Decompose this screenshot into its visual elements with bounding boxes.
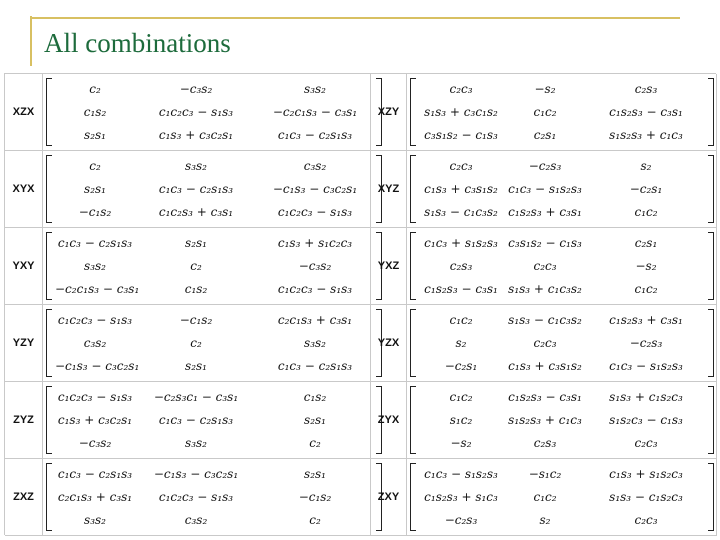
- rotation-matrix-cell: [407, 74, 717, 151]
- rotation-matrix: [410, 155, 714, 223]
- right-bracket: [708, 155, 714, 223]
- rotation-matrix: [410, 386, 714, 454]
- matrix-entry: c₁c₃ − c₂s₁s₃: [277, 127, 353, 142]
- right-bracket: [708, 309, 714, 377]
- matrix-entry: s₁s₂s₃ + c₁c₃: [609, 127, 683, 142]
- matrix-entry: c₁c₂: [533, 104, 557, 119]
- matrix-row: [55, 127, 373, 143]
- matrix-entry: −c₃s₂: [179, 82, 213, 97]
- right-bracket: [708, 78, 714, 146]
- matrix-entry: c₁s₂s₃ − c₃s₁: [424, 281, 498, 296]
- matrix-entry: c₂c₃: [449, 82, 473, 97]
- rotation-order-label: ZXZ: [5, 459, 43, 536]
- matrix-row: [419, 512, 705, 528]
- rotation-matrix: [46, 386, 382, 454]
- rotation-matrix-cell: [43, 305, 371, 382]
- matrix-entry: −s₂: [450, 435, 472, 450]
- matrix-entry: c₁s₃ + c₃c₂s₁: [158, 127, 234, 142]
- matrix-row: [55, 512, 373, 528]
- matrix-entry: c₁s₃ + c₃s₁s₂: [424, 181, 498, 196]
- matrix-entry: −c₂s₁: [629, 181, 663, 196]
- matrix-entry: c₂s₃: [634, 82, 658, 97]
- matrix-entry: c₂c₃: [634, 512, 658, 527]
- matrix-entry: c₂: [89, 159, 101, 174]
- rotation-order-label: XYZ: [371, 151, 407, 228]
- matrix-row: [55, 412, 373, 428]
- matrix-row: [55, 358, 373, 374]
- rotation-matrix-cell: [43, 228, 371, 305]
- matrix-row: [419, 412, 705, 428]
- rotation-matrix: [46, 309, 382, 377]
- rotation-matrix-cell: [43, 382, 371, 459]
- rotation-matrix: [410, 463, 714, 531]
- matrix-entry: −c₂c₁s₃ − c₃s₁: [55, 281, 140, 296]
- matrix-entry: c₁s₃ + s₁s₂c₃: [609, 467, 683, 482]
- matrix-entry: s₁c₂: [449, 412, 473, 427]
- matrix-row: [55, 181, 373, 197]
- rotation-order-label: YZY: [5, 305, 43, 382]
- matrix-entry: −c₃s₂: [298, 258, 332, 273]
- matrix-row: [55, 389, 373, 405]
- matrix-row: [55, 204, 373, 220]
- matrix-entry: c₁s₂s₃ + c₃s₁: [508, 204, 582, 219]
- title-accent-vertical: [30, 16, 32, 66]
- matrix-entry: s₁s₃ − c₁s₂c₃: [609, 489, 683, 504]
- matrix-row: [419, 335, 705, 351]
- matrix-entry: c₃s₁s₂ − c₁s₃: [508, 236, 582, 251]
- matrix-entry: s₁s₂c₃ − c₁s₃: [609, 412, 683, 427]
- matrix-entry: s₂: [640, 159, 652, 174]
- matrix-entry: s₂: [455, 335, 467, 350]
- matrix-row: [419, 104, 705, 120]
- matrix-entry: s₂s₁: [304, 467, 326, 482]
- rotation-order-label: XZY: [371, 74, 407, 151]
- matrix-entry: −c₂s₃c₁ − c₃s₁: [153, 390, 239, 405]
- matrix-entry: c₁c₃ − c₂s₁s₃: [57, 236, 133, 251]
- matrix-row: [419, 281, 705, 297]
- matrix-row: [419, 127, 705, 143]
- matrix-entry: −s₂: [534, 82, 556, 97]
- matrix-row: [55, 435, 373, 451]
- matrix-entry: −c₃s₂: [78, 435, 112, 450]
- matrix-entry: c₁c₂c₃ − s₁s₃: [57, 390, 133, 405]
- matrix-entry: c₁c₃ − c₂s₁s₃: [57, 467, 133, 482]
- matrix-entry: c₁c₂c₃ − s₁s₃: [57, 313, 133, 328]
- matrix-entry: −c₂c₁s₃ − c₃s₁: [272, 104, 358, 119]
- matrix-row: [419, 312, 705, 328]
- matrix-entry: c₁c₂: [634, 281, 658, 296]
- matrix-entry: c₁s₂s₃ + s₁c₃: [424, 489, 498, 504]
- matrix-entry: c₁c₃ − c₂s₁s₃: [277, 358, 353, 373]
- matrix-entry: c₂: [190, 335, 202, 350]
- rotation-order-label: ZXY: [371, 459, 407, 536]
- matrix-entry: c₁c₂c₃ − s₁s₃: [277, 204, 353, 219]
- matrix-entry: c₁c₂: [449, 390, 473, 405]
- matrix-entry: c₂c₁s₃ + c₃s₁: [57, 489, 133, 504]
- rotation-order-label: YXZ: [371, 228, 407, 305]
- matrix-entry: c₁c₂c₃ − s₁s₃: [158, 489, 234, 504]
- rotation-matrix-cell: [407, 228, 717, 305]
- rotation-order-label: XYX: [5, 151, 43, 228]
- matrix-entry: s₃s₂: [185, 435, 207, 450]
- matrix-entry: c₂c₁s₃ + c₃s₁: [277, 313, 353, 328]
- matrix-entry: c₁c₂: [449, 313, 473, 328]
- matrix-entry: −s₂: [635, 258, 657, 273]
- rotation-matrix: [46, 78, 382, 146]
- rotation-matrix-cell: [43, 74, 371, 151]
- matrix-entry: c₁c₃ − s₁s₂s₃: [609, 358, 683, 373]
- matrix-entry: s₃s₂: [84, 258, 106, 273]
- matrix-entry: c₂s₁: [634, 236, 658, 251]
- matrix-row: [419, 258, 705, 274]
- matrix-entry: s₂s₁: [84, 181, 106, 196]
- matrix-entry: c₁s₂: [83, 104, 107, 119]
- matrix-entry: c₂s₃: [533, 435, 557, 450]
- matrix-entry: −c₁s₃ − c₃c₂s₁: [272, 181, 358, 196]
- matrix-entry: c₁s₂: [303, 390, 327, 405]
- right-bracket: [708, 386, 714, 454]
- rotation-order-label: YXY: [5, 228, 43, 305]
- matrix-entry: c₃s₂: [184, 512, 208, 527]
- matrix-entry: s₁s₃ − c₁c₃s₂: [508, 313, 582, 328]
- matrix-entry: c₁c₂: [634, 204, 658, 219]
- matrix-entry: s₁s₃ + c₃c₁s₂: [424, 104, 498, 119]
- matrix-row: [55, 335, 373, 351]
- matrix-row: [55, 104, 373, 120]
- matrix-entry: c₁s₂: [184, 281, 208, 296]
- rotation-matrix: [46, 155, 382, 223]
- title-accent-horizontal: [30, 17, 680, 19]
- rotation-order-label: XZX: [5, 74, 43, 151]
- rotation-matrix: [410, 309, 714, 377]
- matrix-entry: c₂c₃: [634, 435, 658, 450]
- matrix-entry: c₃s₂: [83, 335, 107, 350]
- matrix-entry: c₁c₂s₃ + c₃s₁: [158, 204, 234, 219]
- rotation-matrix-cell: [43, 151, 371, 228]
- matrix-entry: c₁s₂s₃ − c₃s₁: [609, 104, 683, 119]
- matrix-entry: s₁s₃ + c₁c₃s₂: [508, 281, 582, 296]
- matrix-entry: s₃s₂: [304, 82, 326, 97]
- matrix-entry: s₂s₁: [304, 412, 326, 427]
- matrix-entry: c₁c₃ − c₂s₁s₃: [158, 181, 234, 196]
- matrix-entry: s₁s₃ − c₁c₃s₂: [424, 204, 498, 219]
- matrix-entry: c₁c₃ + s₁s₂s₃: [424, 236, 498, 251]
- matrix-entry: s₁s₂s₃ + c₁c₃: [508, 412, 582, 427]
- rotation-matrix: [410, 232, 714, 300]
- matrix-entry: c₂: [89, 82, 101, 97]
- matrix-entry: s₂s₁: [185, 236, 207, 251]
- matrix-entry: c₁s₂s₃ + c₃s₁: [609, 313, 683, 328]
- matrix-entry: c₂s₃: [449, 258, 473, 273]
- matrix-row: [419, 389, 705, 405]
- matrix-row: [55, 489, 373, 505]
- matrix-entry: c₂c₃: [449, 159, 473, 174]
- rotation-matrix-cell: [407, 151, 717, 228]
- matrix-row: [55, 235, 373, 251]
- matrix-entry: −c₂s₃: [629, 335, 663, 350]
- right-bracket: [708, 232, 714, 300]
- matrix-entry: c₁s₃ + c₃c₂s₁: [57, 412, 133, 427]
- matrix-entry: −c₂s₃: [444, 512, 478, 527]
- matrix-entry: c₁c₃ − s₁s₂s₃: [424, 467, 498, 482]
- matrix-entry: c₁c₂: [533, 489, 557, 504]
- matrix-entry: −c₂s₃: [528, 159, 562, 174]
- matrix-entry: −c₁s₃ − c₃c₂s₁: [153, 467, 239, 482]
- matrix-entry: c₂: [190, 258, 202, 273]
- matrix-entry: s₃s₂: [304, 335, 326, 350]
- rotation-matrix: [46, 232, 382, 300]
- rotation-matrix: [410, 78, 714, 146]
- matrix-entry: s₃s₂: [84, 512, 106, 527]
- matrix-entry: −c₁s₃ − c₃c₂s₁: [55, 358, 140, 373]
- matrix-entry: −c₁s₂: [78, 204, 112, 219]
- matrix-row: [419, 435, 705, 451]
- matrix-entry: c₂c₃: [533, 335, 557, 350]
- rotation-order-label: ZYX: [371, 382, 407, 459]
- matrix-entry: c₂: [309, 435, 321, 450]
- rotation-matrix-cell: [43, 459, 371, 536]
- matrix-entry: c₂s₁: [533, 127, 557, 142]
- matrix-row: [419, 466, 705, 482]
- rotation-matrix-cell: [407, 382, 717, 459]
- matrix-row: [419, 235, 705, 251]
- matrix-row: [419, 204, 705, 220]
- matrix-entry: −c₁s₂: [179, 313, 213, 328]
- matrix-entry: c₁s₃ + s₁c₂c₃: [277, 236, 353, 251]
- matrix-entry: c₂: [309, 512, 321, 527]
- matrix-row: [55, 258, 373, 274]
- matrix-entry: s₃s₂: [185, 159, 207, 174]
- matrix-row: [419, 181, 705, 197]
- matrix-row: [419, 158, 705, 174]
- matrix-entry: c₁c₂c₃ − s₁s₃: [277, 281, 353, 296]
- matrix-row: [55, 466, 373, 482]
- matrix-row: [419, 358, 705, 374]
- matrix-entry: c₂c₃: [533, 258, 557, 273]
- rotation-combinations-table: [4, 73, 716, 535]
- slide-title: All combinations: [44, 28, 231, 58]
- matrix-entry: s₂: [539, 512, 551, 527]
- rotation-matrix-cell: [407, 459, 717, 536]
- matrix-entry: c₁c₂c₃ − s₁s₃: [158, 104, 234, 119]
- matrix-entry: s₂s₁: [185, 358, 207, 373]
- rotation-order-label: ZYZ: [5, 382, 43, 459]
- rotation-matrix: [46, 463, 382, 531]
- matrix-entry: −c₁s₂: [298, 489, 332, 504]
- matrix-entry: s₁s₃ + c₁s₂c₃: [609, 390, 683, 405]
- rotation-matrix-cell: [407, 305, 717, 382]
- matrix-row: [55, 312, 373, 328]
- matrix-row: [419, 489, 705, 505]
- matrix-entry: c₃s₁s₂ − c₁s₃: [424, 127, 498, 142]
- rotation-order-label: YZX: [371, 305, 407, 382]
- matrix-entry: s₂s₁: [84, 127, 106, 142]
- matrix-entry: c₁c₃ − c₂s₁s₃: [158, 412, 234, 427]
- matrix-entry: c₁c₃ − s₁s₂s₃: [508, 181, 582, 196]
- matrix-row: [55, 281, 373, 297]
- matrix-row: [55, 81, 373, 97]
- matrix-entry: c₁s₂s₃ − c₃s₁: [508, 390, 582, 405]
- matrix-entry: c₃s₂: [303, 159, 327, 174]
- matrix-row: [55, 158, 373, 174]
- matrix-entry: −s₁c₂: [528, 467, 562, 482]
- right-bracket: [708, 463, 714, 531]
- matrix-row: [419, 81, 705, 97]
- matrix-entry: c₁s₃ + c₃s₁s₂: [508, 358, 582, 373]
- matrix-entry: −c₂s₁: [444, 358, 478, 373]
